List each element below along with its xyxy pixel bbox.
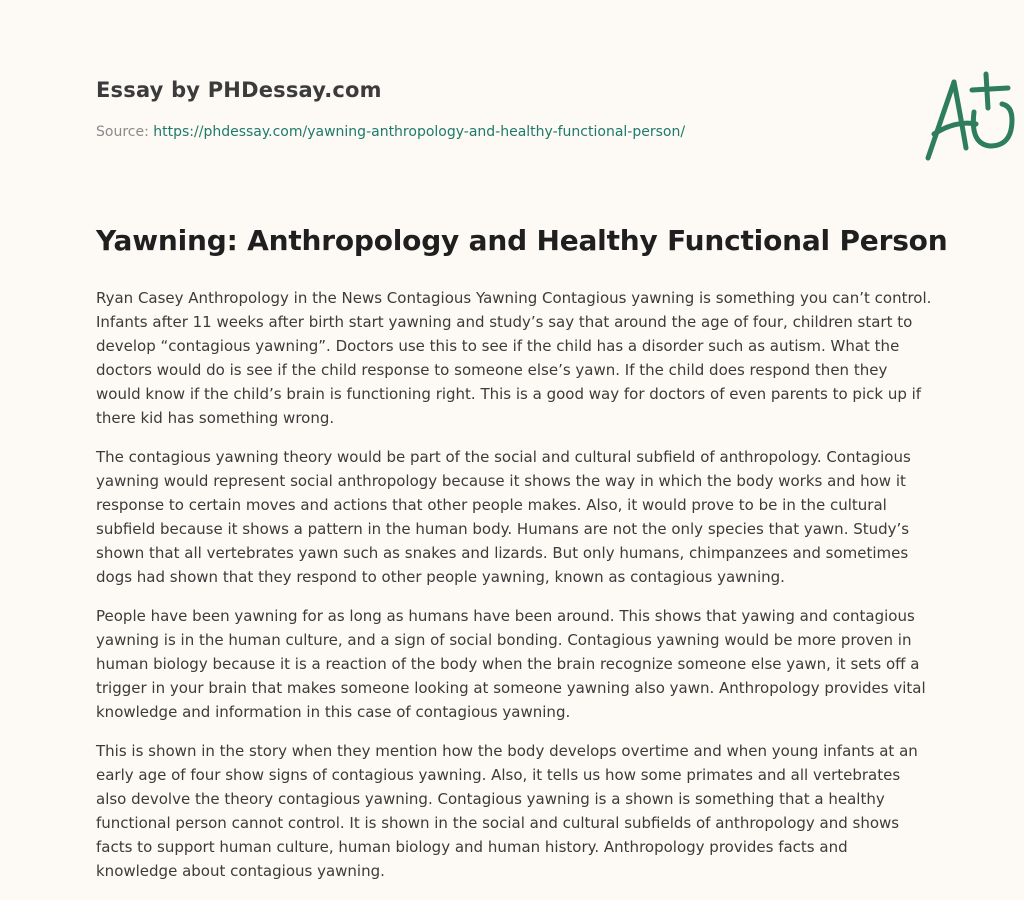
source-line [96,124,685,140]
a-plus-grade-icon [916,68,1024,168]
essay-paragraph: Ryan Casey Anthropology in the News Contagious Yawning Contagious yawning is something you can’t control. Infants after 11 weeks after birth start yawning and study’s say that around the age of four, children start to develop “contagious yawning”. Doctors use this to see if the child has a disorder such as autism. What the doctors would do is see if the child response to someone else’s yawn. If the child does respond then they would know if the child’s brain is functioning right. This is a good way for doctors of even parents to pick up if there kid has something wrong. [96,289,932,427]
essay-paragraph: People have been yawning for as long as humans have been around. This shows that yawing and contagious yawning is in the human culture, and a sign of social bonding. Contagious yawning would be more proven in human biology because it is a reaction of the body when the brain recognize someone else yawn, it sets off a trigger in your brain that makes someone looking at someone yawning also yawn. Anthropology provides vital knowledge and information in this case of contagious yawning. [96,607,926,721]
source-label: Source: [96,124,154,140]
site-brand: Essay by PHDessay.com [96,78,382,102]
source-link[interactable]: https://phdessay.com/yawning-anthropology-and-healthy-functional-person/ [153,124,686,140]
essay-body [96,286,932,898]
essay-title: Yawning: Anthropology and Healthy Functional Person [96,224,948,257]
essay-paragraph: The contagious yawning theory would be part of the social and cultural subfield of anthropology. Contagious yawning would represent social anthropology because it shows the way in which the body works and how it response to certain moves and actions that other people makes. Also, it would prove to be in the cultural subfield because it shows a pattern in the human body. Humans are not the only species that yawn. Study’s shown that all vertebrates yawn such as snakes and lizards. But only humans, chimpanzees and sometimes dogs had shown that they respond to other people yawning, known as contagious yawning. [96,448,911,586]
essay-paragraph: This is shown in the story when they mention how the body develops overtime and when young infants at an early age of four show signs of contagious yawning. Also, it tells us how some primates and all vertebrates also devolve the theory contagious yawning. Contagious yawning is a shown is something that a healthy functional person cannot control. It is shown in the social and cultural subfields of anthropology and shows facts to support human culture, human biology and human history. Anthropology provides facts and knowledge about contagious yawning. [96,742,918,880]
